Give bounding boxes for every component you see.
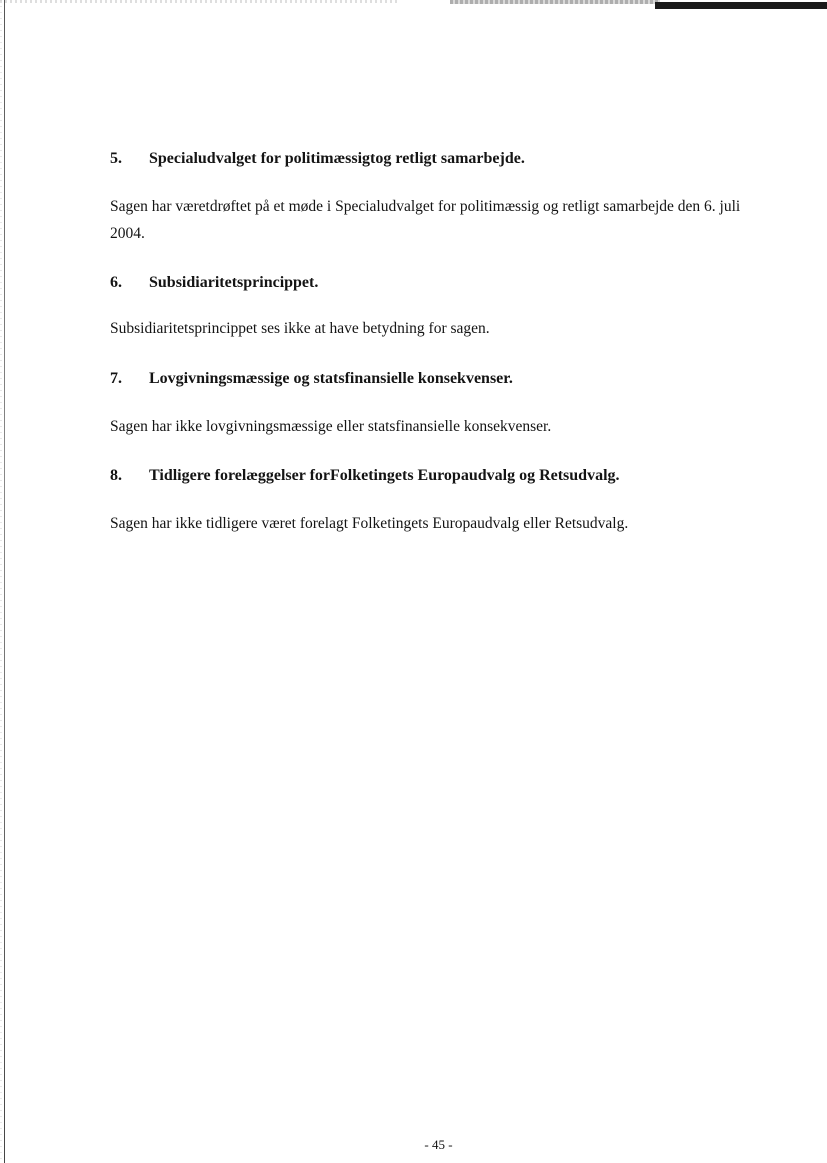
- section-8: [110, 466, 770, 537]
- scan-artifact-left-dots: [0, 0, 2, 1163]
- scan-artifact-top-left: [0, 0, 400, 3]
- section-6: [110, 273, 770, 342]
- section-heading: [110, 149, 770, 169]
- section-7: [110, 369, 770, 440]
- section-title: Lovgivningsmæssige og statsfinansielle konsekvenser.: [149, 370, 513, 387]
- section-heading: [110, 466, 770, 486]
- section-5: [110, 149, 770, 247]
- section-body: Subsidiaritetsprincippet ses ikke at have betydning for sagen.: [110, 320, 490, 337]
- section-title: Specialudvalget for politimæssigtog retligt samarbejde.: [149, 150, 525, 167]
- section-heading: [110, 273, 770, 293]
- section-number: 7.: [110, 370, 122, 387]
- scan-artifact-top-middle: [450, 0, 660, 4]
- section-heading: [110, 369, 770, 389]
- section-body: Sagen har ikke tidligere været forelagt Folketingets Europaudvalg eller Retsudvalg.: [110, 515, 629, 532]
- scan-artifact-top-right: [655, 2, 827, 9]
- page-number: - 45 -: [424, 1137, 453, 1152]
- section-number: 5.: [110, 150, 122, 167]
- section-title: Tidligere forelæggelser forFolketingets Europaudvalg og Retsudvalg.: [149, 467, 620, 484]
- section-body: Sagen har ikke lovgivningsmæssige eller statsfinansielle konsekvenser.: [110, 418, 552, 435]
- section-body: Sagen har væretdrøftet på et møde i Specialudvalget for politimæssig og retligt samarbejde den 6. juli 2004.: [110, 198, 741, 242]
- section-title: Subsidiaritetsprincippet.: [149, 274, 319, 291]
- section-number: 8.: [110, 467, 122, 484]
- section-number: 6.: [110, 274, 122, 291]
- scan-artifact-left-edge: [4, 0, 5, 1163]
